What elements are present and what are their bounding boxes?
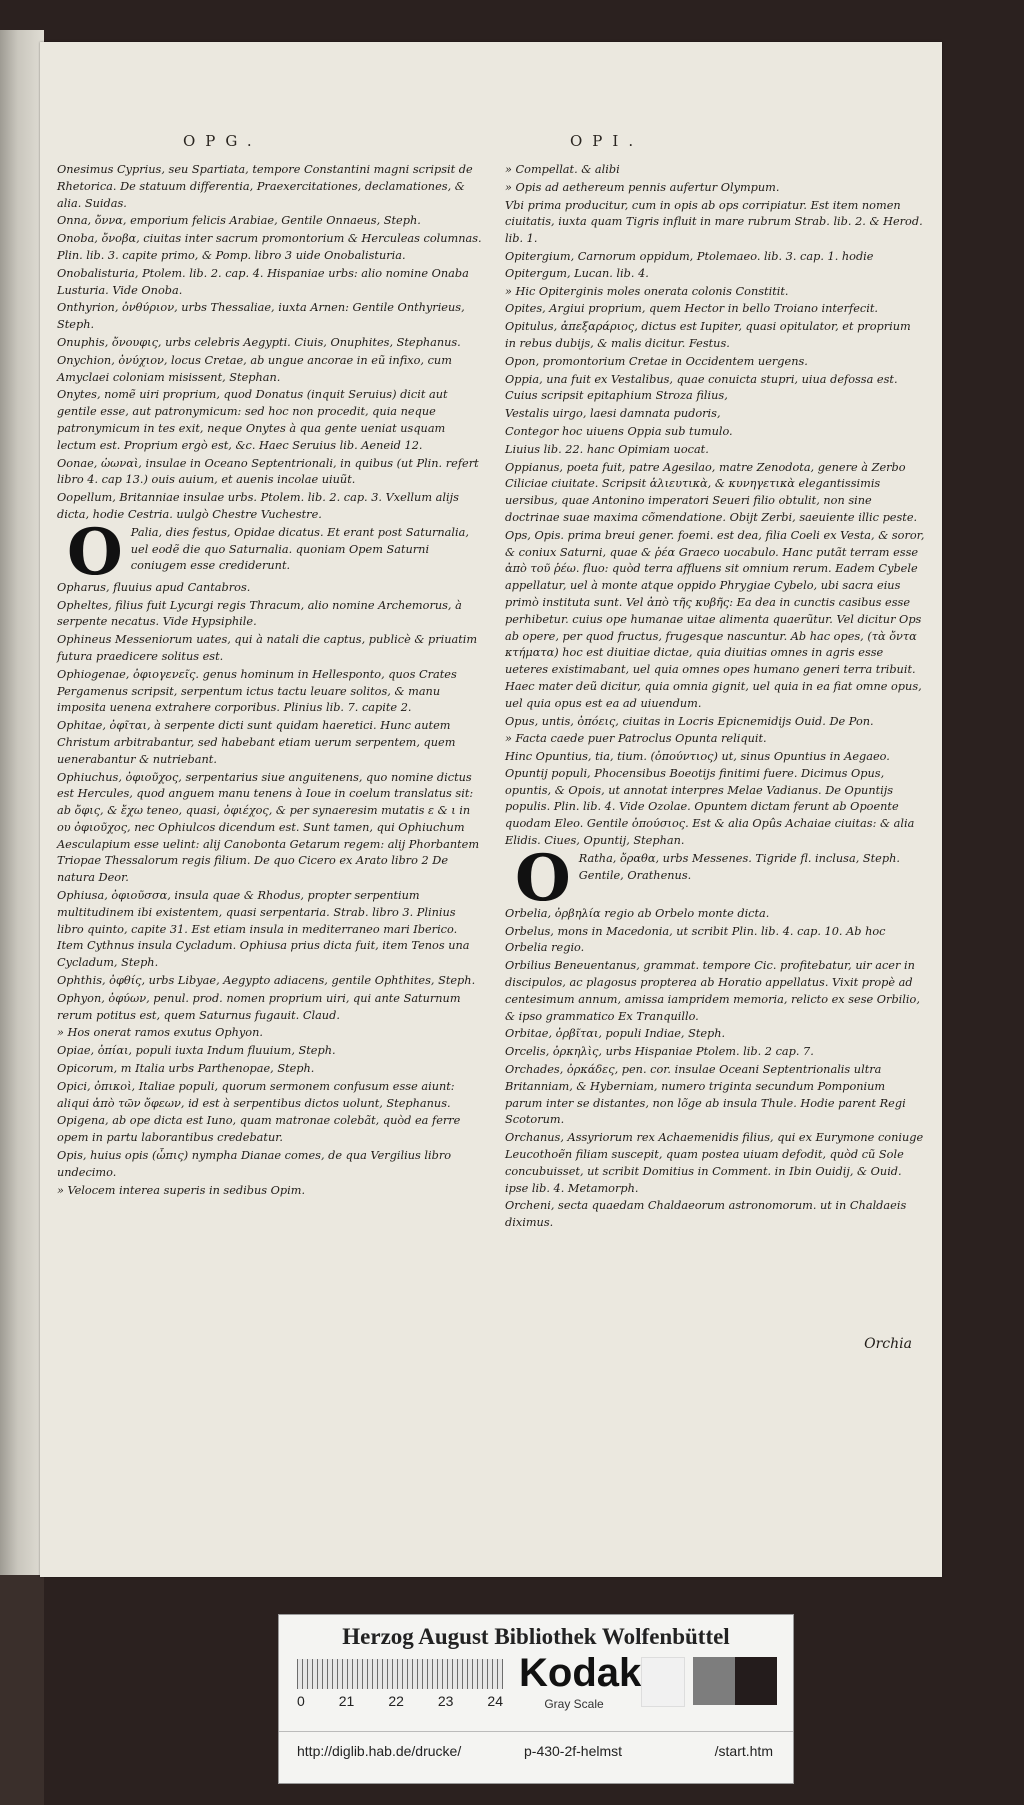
left-column [57, 162, 482, 1200]
gray-swatch-dark [735, 1657, 777, 1705]
entry: Ophyon, ὀφύων, penul. prod. nomen proprium uiri, qui ante Saturnum rerum potitus est, quem Saturnus fugauit. Claud. [57, 991, 461, 1022]
entry: Orcelis, ὀρκηλὶς, urbs Hispaniae Ptolem. lib. 2 cap. 7. [505, 1045, 814, 1059]
right-column [505, 162, 925, 1233]
verse-line: » Velocem interea superis in sedibus Opim. [57, 1183, 306, 1197]
entry: Ops, Opis. prima breui gener. foemi. est dea, filia Coeli ex Vesta, & soror, & coniux Saturni, quae & ῥέα Graeco uocabulo. Hanc putãt terram esse ἀπὸ τοῦ ῥέω. fluo: quòd terra affluens sit omnium rerum. Eadem Cybele appellatur, uel à monte atque oppido Phrygiae Cybelo, ubi sacra eius primò instituta sunt. Vel ἀπὸ τῆς κυβῆς: Ea dea in cunctis casibus esse perhibetur. cuius ope humanae uitae alimenta quaerũtur. Vel dicitur Ops ab opere, per quod fructus, frugesque nascuntur. Ab hac opes, (τὰ ὄντα κτήματα) hoc est diuitiae dictae, quia diuitias omnes in agris esse ueteres existimabant, uel quia omnes opes humano generi terra tribuit. Haec mater deũ dicitur, quia omnia gignit, uel quia in ea fiat omne opus, uel quia opus est ea ad uiuendum. [505, 528, 925, 710]
entry: Opici, ὀπικοὶ, Italiae populi, quorum sermonem confusum esse aiunt: aliqui ἀπὸ τῶν ὄφεων, id est à serpentibus dictos uolunt, Stephanus. [57, 1079, 455, 1110]
ruler-number: 24 [487, 1693, 503, 1709]
entry: Oopellum, Britanniae insulae urbs. Ptolem. lib. 2. cap. 3. Vxellum alijs dicta, hodie Cestria. uulgò Chestre Vuchestre. [57, 491, 459, 521]
entry: Ophthis, ὀφθίς, urbs Libyae, Aegypto adiacens, gentile Ophthites, Steph. [57, 974, 476, 988]
entry: Ophiuchus, ὀφιοῦχος, serpentarius siue anguitenens, quo nomine dictus est Hercules, quod anguem manu tenens à Ioue in coelum translatus sit: ab ὄφις, & ἔχω teneo, quasi, ὀφιέχος, & per synaeresim mutatis ε & ι in ου ὀφιοῦχος, nec Ophiulcos dicendum est. Sunt tamen, qui Ophiuchum Aesculapium esse uelint: alij Canobonta Getarum regem: alij Phorbantem Triopae Thessalorum regis filium. De quo Cicero ex Arato libro 2 De natura Deor. [57, 770, 480, 885]
ruler-number: 23 [437, 1693, 454, 1709]
scale-ruler [297, 1659, 503, 1689]
entry: Orchanus, Assyriorum rex Achaemenidis filius, qui ex Eurymone coniuge Leucothoẽn filiam suscepit, quam postea uiuam defodit, quòd cũ Sole concubuisset, ut scribit Domitius in Comment. in Ibin Ouidij, & Ouid. ipse lib. 4. Metamorph. [505, 1131, 924, 1195]
background-edge [0, 1575, 44, 1805]
left-running-header: OPG. [183, 132, 262, 150]
entry: Hinc Opuntius, tia, tium. (ὀπούντιος) ut, sinus Opuntius in Aegaeo. Opuntij populi, Phocensibus Boeotijs finitimi fuere. Dicimus Opus, opuntis, & Opois, ut annotat interpres Melae Vadianus. De Opuntijs populis. Plin. lib. 4. Vide Ozolae. Opuntem dictam ferunt ab Opoente quodam Eleo. Gentile ὀπούσιος. Est & alia Opûs Achaiae ciuitas: & alia Elidis. Ciues, Opuntij, Stephan. [505, 750, 915, 848]
entry: Orbilius Beneuentanus, grammat. tempore Cic. profitebatur, uir acer in discipulos, ac plagosus propterea ab Horatio appellatus. Vixit propè ad centesimum annum, amissa iampridem memoria, relicto ex sese Orbilio, & ipso grammatico Ex Tranquillo. [505, 959, 920, 1023]
entry: Orchades, ὀρκάδες, pen. cor. insulae Oceani Septentrionalis ultra Britanniam, & Hyberniam, numero triginta secundum Pomponium parum inter se distantes, non lõge ab insula Thule. Hodie parent Regi Scotorum. [505, 1063, 906, 1127]
entry: Oppia, una fuit ex Vestalibus, quae conuicta stupri, uiua defossa est. Cuius scripsit epitaphium Stroza filius, [505, 372, 898, 403]
url-base: http://diglib.hab.de/drucke/ [297, 1743, 462, 1759]
entry: Onobalisturia, Ptolem. lib. 2. cap. 4. Hispaniae urbs: alio nomine Onaba Lusturia. Vide Onoba. [57, 266, 469, 297]
drop-cap: O [67, 514, 123, 590]
verse-line: » Compellat. & alibi [505, 163, 620, 176]
entry: Onesimus Cyprius, seu Spartiata, tempore Constantini magni scripsit de Rhetorica. De statuum differentia, Praexercitationes, declamationes, & alia. Suidas. [57, 163, 473, 210]
entry: Ophitae, ὀφῖται, à serpente dicti sunt quidam haeretici. Hunc autem Christum arbitrabantur, sed habebant etiam uerum serpentem, quem uenerabantur & nutriebant. [57, 719, 456, 766]
entry: Onuphis, ὄνουφις, urbs celebris Aegypti. Ciuis, Onuphites, Stephanus. [57, 335, 461, 349]
drop-cap: O [515, 840, 571, 916]
drop-cap-text: Palia, dies festus, Opidae dicatus. Et erant post Saturnalia, uel eodẽ die quo Saturnalia. quoniam Opem Saturni coniugem esse crediderunt. [130, 525, 469, 573]
right-running-header: OPI. [570, 132, 644, 150]
gray-swatch-mid [693, 1657, 735, 1705]
entry: Orbelus, mons in Macedonia, ut scribit Plin. lib. 4. cap. 10. Ab hoc Orbelia regio. [505, 924, 886, 955]
verse-line: » Facta caede puer Patroclus Opunta reliquit. [505, 732, 767, 746]
entry: Ophiusa, ὀφιοῦσσα, insula quae & Rhodus, propter serpentium multitudinem ibi existentem, quasi serpentaria. Strab. libro 3. Plinius libro quinto, capite 31. Est etiam insula in mediterraneo mari Iberico. Item Cythnus insula Cycladum. Ophiusa prius dicta fuit, item Tenos una Cycladum, Steph. [57, 889, 470, 970]
divider [279, 1731, 793, 1732]
library-title: Herzog August Bibliothek Wolfenbüttel [342, 1624, 730, 1649]
entry: Opicorum, m Italia urbs Parthenopae, Steph. [57, 1062, 315, 1076]
entry: Opharus, fluuius apud Cantabros. [57, 580, 251, 594]
entry: Orbelia, ὀρβηλία regio ab Orbelo monte dicta. [505, 906, 770, 920]
entry: Vbi prima producitur, cum in opis ab ops corripiatur. Est item nomen ciuitatis, iuxta quam Tigris influit in mare rubrum Strab. lib. 2. & Herod. lib. 1. [505, 198, 923, 246]
gray-swatch-light [641, 1657, 685, 1707]
verse-line: » Hos onerat ramos exutus Ophyon. [57, 1026, 263, 1040]
entry: Ophiogenae, ὀφιογενεῖς. genus hominum in Hellesponto, quos Crates Pergamenus scripsit, serpentum ictus tactu leuare solitos, & manu imposita uenena extrahere corporibus. Plinius lib. 7. capite 2. [57, 667, 457, 715]
entry: Opites, Argiui proprium, quem Hector in bello Troiano interfecit. [505, 302, 878, 316]
entry: Ophineus Messeniorum uates, qui à natali die captus, publicè & priuatim futura praedicere solitus est. [57, 633, 478, 663]
entry: Opigena, ab ope dicta est Iuno, quam matronae colebãt, quòd ea ferre opem in partu laborantibus credebatur. [57, 1114, 461, 1145]
entry: Opiae, ὀπίαι, populi iuxta Indum fluuium, Steph. [57, 1044, 336, 1058]
entry: Orcheni, secta quaedam Chaldaeorum astronomorum. ut in Chaldaeis diximus. [505, 1199, 907, 1230]
entry: Opheltes, filius fuit Lycurgi regis Thracum, alio nomine Archemorus, à serpente necatus. Vide Hypsiphile. [57, 598, 462, 629]
ruler-numbers [297, 1693, 503, 1709]
entry: Orbitae, ὀρβῖται, populi Indiae, Steph. [505, 1027, 726, 1041]
entry: Onychion, ὀνύχιον, locus Cretae, ab ungue ancorae in eũ infixo, cum Amyclaei coloniam misissent, Stephan. [57, 353, 452, 384]
url-end: /start.htm [714, 1743, 773, 1759]
verse-line: » Opis ad aethereum pennis aufertur Olympum. [505, 180, 780, 194]
entry: Oonae, ὠωναὶ, insulae in Oceano Septentrionali, in quibus (ut Plin. refert libro 4. cap 13.) ouis auium, et auenis incolae uiuũt. [57, 456, 479, 487]
catchword: Orchia [864, 1336, 912, 1352]
ruler-number: 0 [297, 1693, 305, 1709]
kodak-logo: Kodak [519, 1651, 642, 1695]
entry: Opus, untis, ὀπόεις, ciuitas in Locris Epicnemidijs Ouid. De Pon. [505, 714, 874, 728]
verse-line: Contegor hoc uiuens Oppia sub tumulo. [505, 424, 733, 438]
adjacent-page-edge [0, 30, 44, 1575]
url-id: p-430-2f-helmst [524, 1743, 623, 1759]
verse-line: Vestalis uirgo, laesi damnata pudoris, [505, 407, 721, 421]
color-target-card [278, 1614, 794, 1784]
entry: Opon, promontorium Cretae in Occidentem uergens. [505, 354, 808, 368]
ruler-number: 21 [338, 1693, 355, 1709]
entry: Opis, huius opis (ὦπις) nympha Dianae comes, de qua Vergilius libro undecimo. [57, 1149, 452, 1179]
entry: Onytes, nomẽ uiri proprium, quod Donatus (inquit Seruius) dicit aut gentile esse, aut patronymicum: sed hoc non procedit, quia neque patronymicum in tes exit, neque Onytes à qua gente ueniat usquam lectum est. Proprium ergò est, &c. Haec Seruius lib. Aeneid 12. [57, 388, 448, 452]
entry: Onthyrion, ὀνθύριον, urbs Thessaliae, iuxta Arnen: Gentile Onthyrieus, Steph. [57, 301, 465, 332]
gray-scale-label: Gray Scale [544, 1697, 604, 1711]
entry: Oppianus, poeta fuit, patre Agesilao, matre Zenodota, genere à Zerbo Ciliciae ciuitate. Scripsit ἁλιευτικὰ, & κυνηγετικὰ elegantissimis uersibus, quae Antonino imperatori Seueri filio obtulit, non sine doctrinae suae maxima cõmendatione. Obijt Zerbi, saeuiente illic peste. [505, 460, 918, 524]
verse-line: » Hic Opiterginis moles onerata colonis Constitit. [505, 284, 789, 298]
entry: Opitergium, Carnorum oppidum, Ptolemaeo. lib. 3. cap. 1. hodie Opitergum, Lucan. lib. 4. [505, 249, 874, 280]
entry: Opitulus, ἀπεξαράριος, dictus est Iupiter, quasi opitulator, et proprium in rebus dubijs, & malis dicitur. Festus. [505, 320, 911, 350]
drop-cap-text: Ratha, ὄραθα, urbs Messenes. Tigride fl. inclusa, Steph. Gentile, Orathenus. [578, 851, 900, 882]
entry: Liuius lib. 22. hanc Opimiam uocat. [505, 442, 709, 456]
entry: Onoba, ὄνοβα, ciuitas inter sacrum promontorium & Herculeas columnas. Plin. lib. 3. capite primo, & Pomp. libro 3 uide Onobalisturia. [57, 232, 482, 262]
ruler-number: 22 [388, 1693, 404, 1709]
entry: Onna, ὄννα, emporium felicis Arabiae, Gentile Onnaeus, Steph. [57, 214, 421, 228]
book-page [40, 42, 942, 1577]
